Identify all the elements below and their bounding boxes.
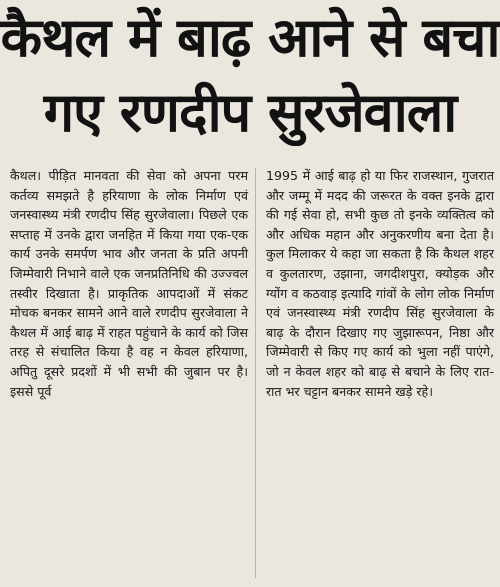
headline-line-1: कैथल में बाढ़ आने से बचा	[0, 6, 500, 69]
article-paragraph-right: 1995 में आई बाढ़ हो या फिर राजस्थान, गुजरात और जम्मू में मदद की जरूरत के वक्त इनके द्वारा की गई सेवा हो, सभी कुछ तो इनके व्यक्तित्व को और अधिक महान और अनुकरणीय बना देता है। कुल मिलाकर ये कहा जा सकता है कि कैथल शहर व कुलतारण, उझाना, जगदीशपुरा, क्योड़क और ग्योंग व कठवाड़ इत्यादि गांवों के लोग लोक निर्माण एवं जनस्वास्थ्य मंत्री रणदीप सिंह सुरजेवाला के बाढ़ के दौरान दिखाए गए जुझारूपन, निष्ठा और जिम्मेवारी से किए गए कार्य को भुला नहीं पाएंगे, जो न केवल शहर को बाढ़ से बचाने के लिए रात-रात भर चट्टान बनकर सामने खड़े रहे।	[266, 168, 494, 399]
article-paragraph-left: कैथल। पीड़ित मानवता की सेवा को अपना परम कर्तव्य समझते है हरियाणा के लोक निर्माण एवं जनस्वास्थ्य मंत्री रणदीप सिंह सुरजेवाला। पिछले एक सप्ताह में उनके द्वारा जनहित में किया गया एक-एक कार्य उनके समर्पण भाव और जनता के प्रति अपनी जिम्मेवारी निभाने वाले एक जनप्रतिनिधि की उज्ज्वल तस्वीर दिखाता है। प्राकृतिक आपदाओं में संकट मोचक बनकर सामने आने वाले रणदीप सुरजेवाला ने कैथल में आई बाढ़ में राहत पहुंचाने के कार्य को जिस तरह से संचालित किया है वह न केवल हरियाणा, अपितु दूसरे प्रदशों में भी सभी की जुबान पर है। इससे पूर्व	[10, 168, 248, 399]
article-column-right	[266, 166, 494, 401]
column-divider	[255, 168, 256, 578]
headline-line-2: गए रणदीप सुरजेवाला	[43, 81, 457, 144]
article-column-left	[10, 166, 248, 401]
